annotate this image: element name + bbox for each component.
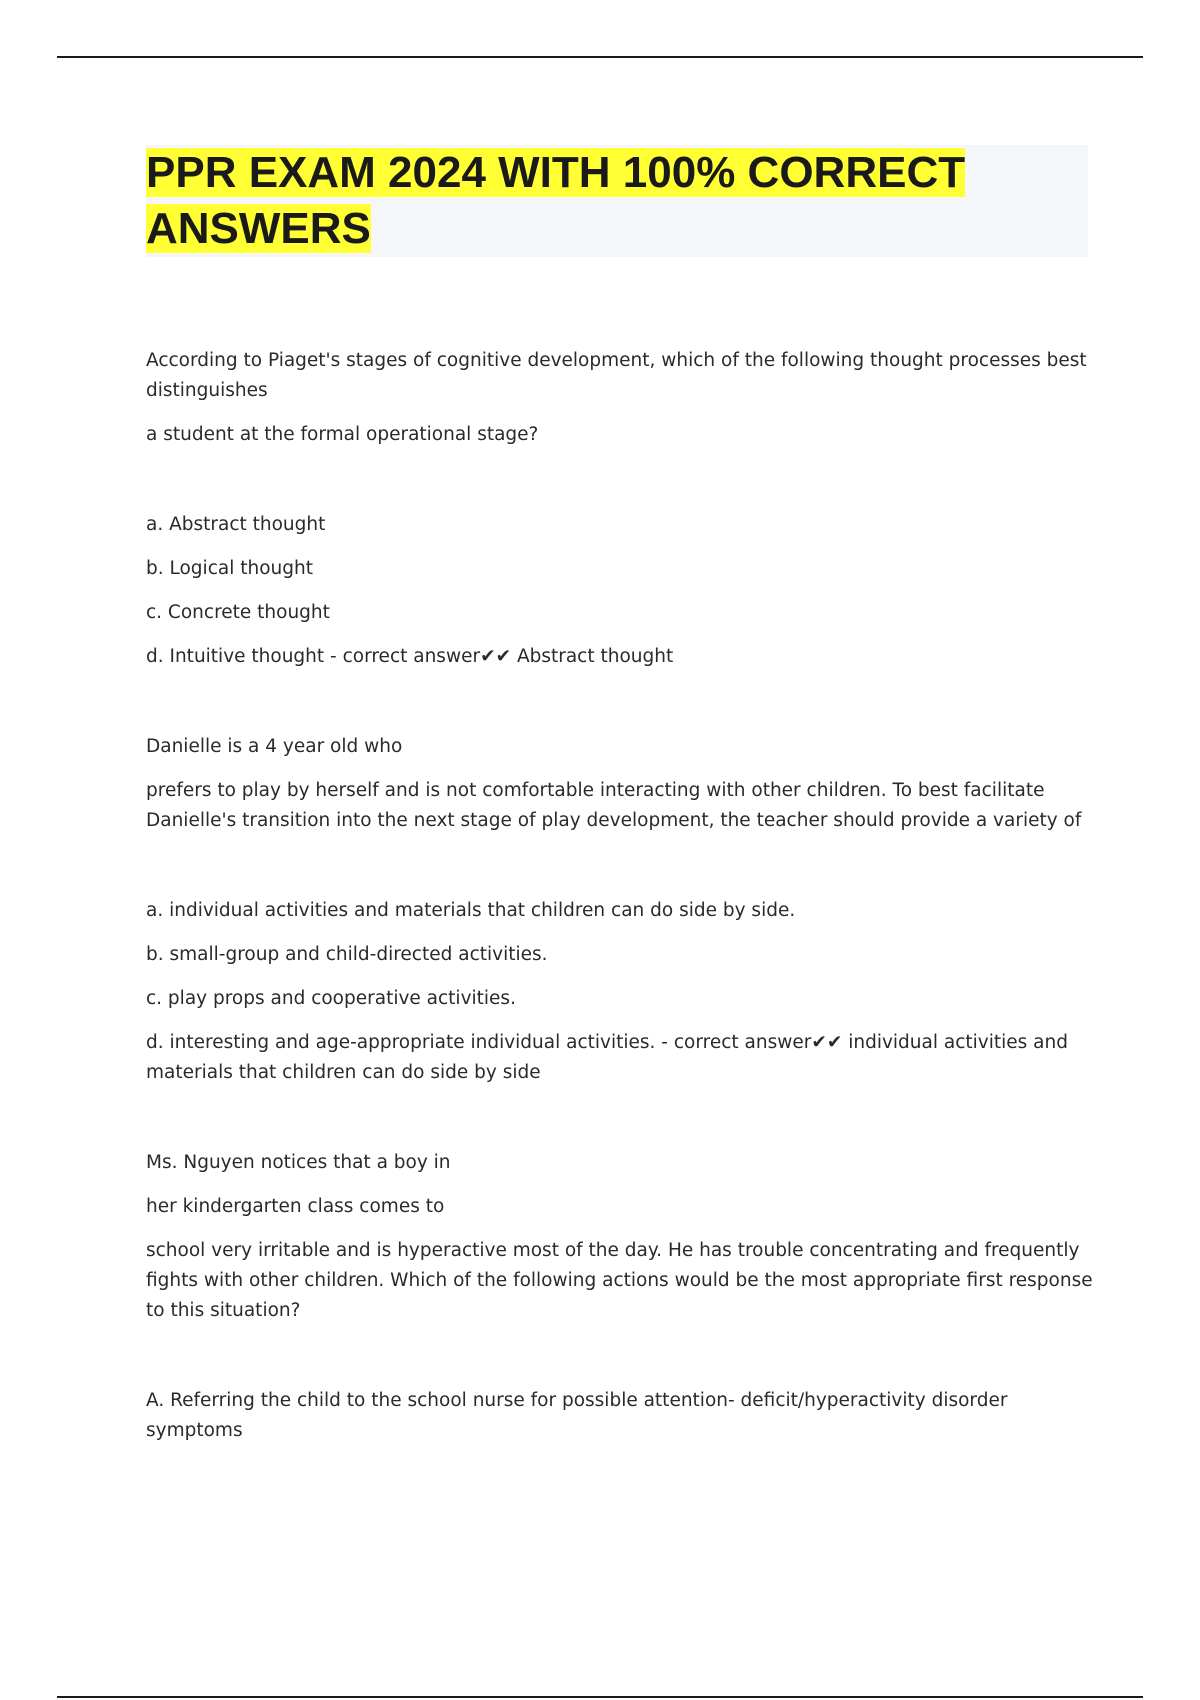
question-2-option-c: c. play props and cooperative activities.: [146, 988, 516, 1009]
question-2-option-a: a. individual activities and materials that children can do side by side.: [146, 900, 796, 921]
question-3-stem-2: her kindergarten class comes to: [146, 1196, 445, 1217]
title-block: [146, 145, 1088, 257]
question-1-stem-2: a student at the formal operational stage?: [146, 424, 539, 445]
question-3-option-a: A. Referring the child to the school nurse for possible attention- deficit/hyperactivity disorder symptoms: [146, 1390, 1008, 1441]
question-3-stem-1: Ms. Nguyen notices that a boy in: [146, 1152, 451, 1173]
question-2-option-b: b. small-group and child-directed activities.: [146, 944, 548, 965]
document-title: [146, 145, 1088, 257]
question-2-option-d: d. interesting and age-appropriate individual activities. - correct answer✔✔ individual activities and materials that children can do side by side: [146, 1032, 1068, 1083]
question-3-stem-3: school very irritable and is hyperactive most of the day. He has trouble concentrating and frequently fights with other children. Which of the following actions would be the most appropriate first response to this situation?: [146, 1240, 1093, 1321]
question-2-stem-2: prefers to play by herself and is not comfortable interacting with other children. To best facilitate Danielle's transition into the next stage of play development, the teacher should provide a variety of: [146, 780, 1082, 831]
title-line-1: PPR EXAM 2024 WITH 100% CORRECT: [146, 148, 966, 197]
question-1-option-b: b. Logical thought: [146, 558, 313, 579]
question-1-option-c: c. Concrete thought: [146, 602, 330, 623]
question-1-stem-1: According to Piaget's stages of cognitive development, which of the following thought processes best distinguishes: [146, 350, 1087, 401]
title-line-2: ANSWERS: [146, 204, 371, 253]
question-1-option-d: d. Intuitive thought - correct answer✔✔ Abstract thought: [146, 646, 674, 667]
top-rule: [57, 56, 1143, 58]
document-body: [146, 346, 1106, 1446]
bottom-rule: [57, 1696, 1143, 1698]
question-1-option-a: a. Abstract thought: [146, 514, 326, 535]
question-2-stem-1: Danielle is a 4 year old who: [146, 736, 403, 757]
